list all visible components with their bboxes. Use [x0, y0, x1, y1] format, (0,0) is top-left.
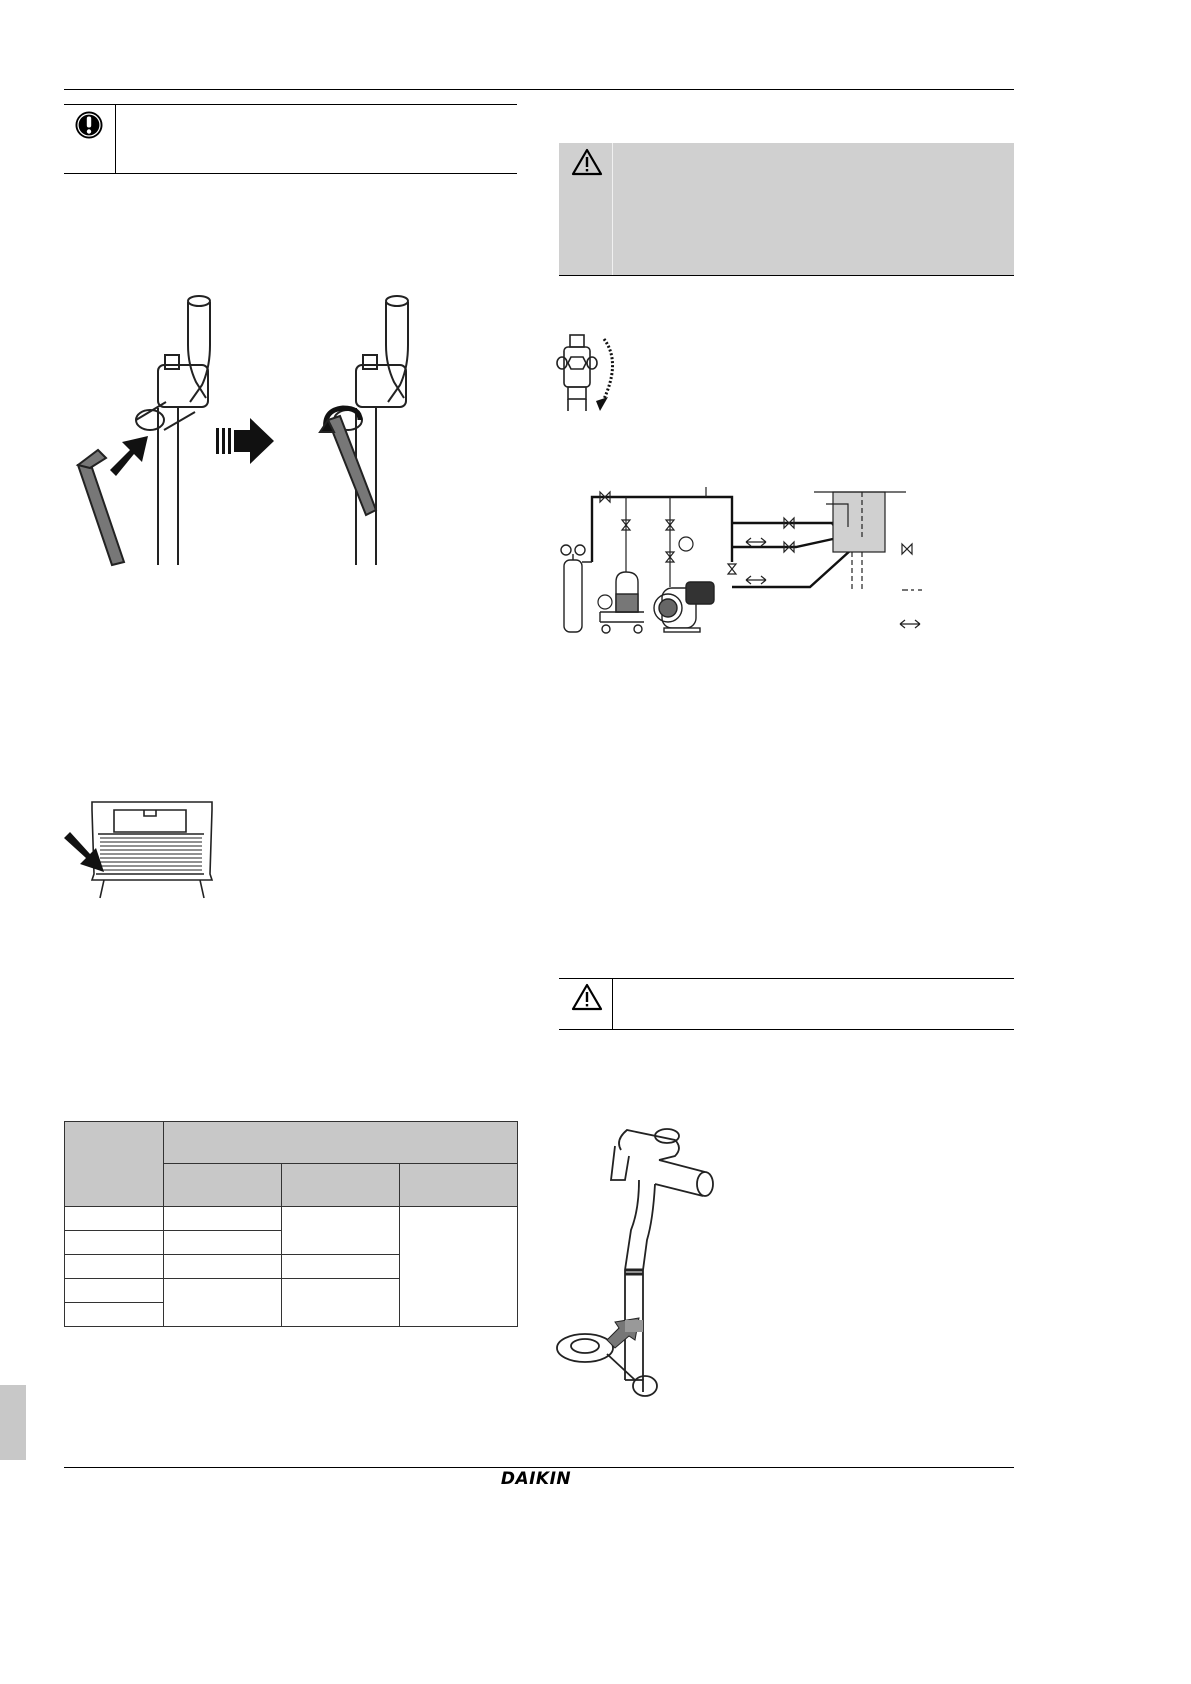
warning2-top-rule: [559, 978, 1014, 979]
table-cell: [65, 1231, 164, 1255]
notice-divider: [115, 104, 116, 174]
table-header-cell: [164, 1164, 282, 1207]
pipe-cutter-illustration: [555, 1120, 735, 1410]
allen-key-valve-illustration: [70, 290, 450, 580]
valve-cap-thread-illustration: [64, 800, 224, 900]
table-cell: [282, 1255, 400, 1279]
table-cell: [164, 1255, 282, 1279]
table-cell: [164, 1207, 282, 1231]
refrigerant-circuit-diagram: [556, 482, 956, 642]
table-cell: [65, 1303, 164, 1327]
notice-top-rule: [64, 104, 517, 105]
table-cell: [400, 1207, 518, 1327]
table-cell: [164, 1279, 282, 1327]
warning-triangle-icon: [571, 148, 603, 176]
table-cell: [65, 1255, 164, 1279]
header-rule: [64, 89, 1014, 90]
notice-bottom-rule: [64, 173, 517, 174]
table-cell: [65, 1279, 164, 1303]
valve-rotation-illustration: [556, 333, 636, 413]
table-cell: [282, 1279, 400, 1327]
exclamation-circle-icon: [74, 110, 104, 140]
table-cell: [282, 1207, 400, 1255]
table-header-cell: [282, 1164, 400, 1207]
warning-box-divider: [612, 143, 613, 276]
table-cell: [65, 1207, 164, 1231]
warning2-divider: [612, 978, 613, 1030]
warning-triangle-icon: [571, 983, 603, 1011]
specification-table: [64, 1121, 518, 1327]
brand-logo: DAIKIN: [500, 1469, 572, 1489]
warning2-bottom-rule: [559, 1029, 1014, 1030]
table-header-cell: [164, 1122, 518, 1164]
table-header-cell: [65, 1122, 164, 1207]
section-tab: [0, 1385, 26, 1460]
warning-box: [559, 143, 1014, 276]
table-header-cell: [400, 1164, 518, 1207]
table-cell: [164, 1231, 282, 1255]
warning-box-bottom-rule: [559, 275, 1014, 276]
